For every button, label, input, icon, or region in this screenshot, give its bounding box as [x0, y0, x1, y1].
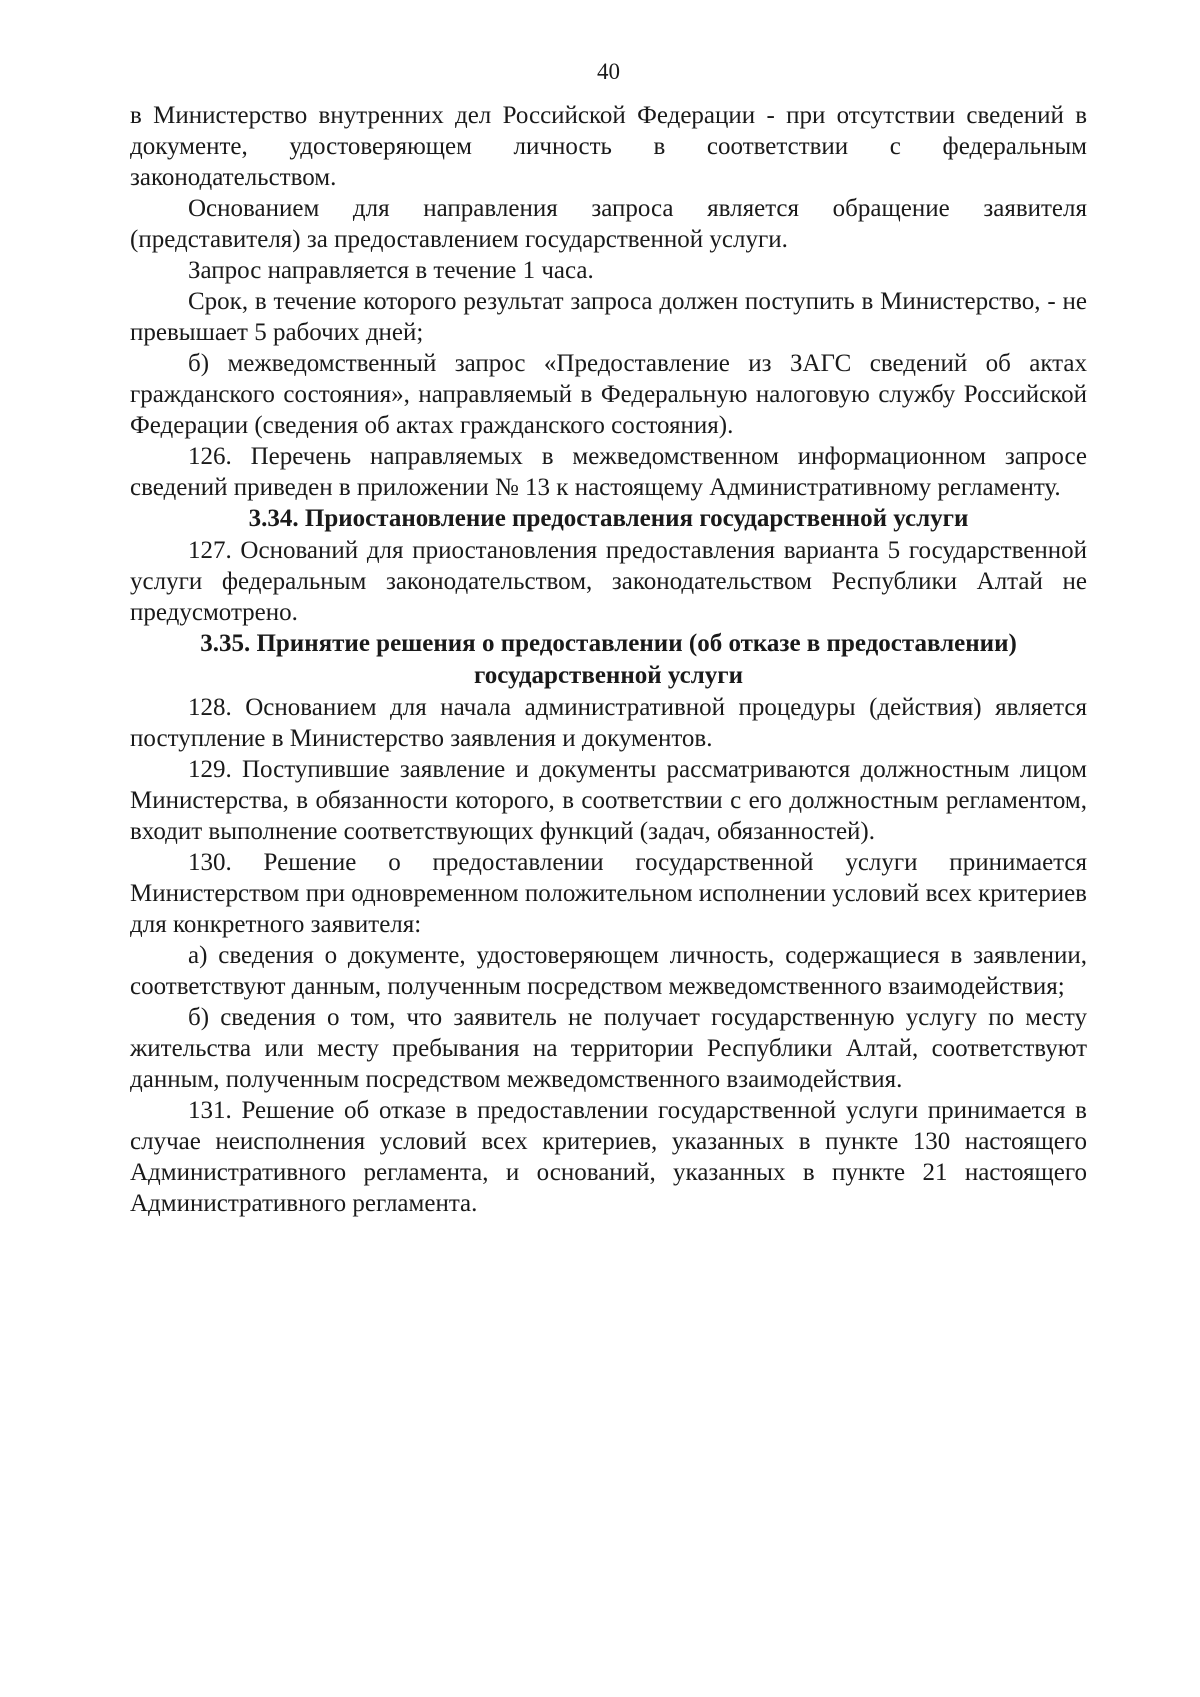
paragraph-129: 129. Поступившие заявление и документы рассматриваются должностным лицом Министерства, в обязанности которого, в соответствии с его должностным регламентом, входит выполнение соответствующих функций (задач, обязанностей). — [130, 756, 1087, 845]
paragraph-128: 128. Основанием для начала административной процедуры (действия) является поступление в Министерство заявления и документов. — [130, 694, 1087, 752]
paragraph-130: 130. Решение о предоставлении государственной услуги принимается Министерством при одновременном положительном исполнении условий всех критериев для конкретного заявителя: — [130, 849, 1087, 938]
paragraph-request-timing: Запрос направляется в течение 1 часа. — [188, 257, 594, 284]
paragraph-127: 127. Оснований для приостановления предоставления варианта 5 государственной услуги федеральным законодательством, законодательством Республики Алтай не предусмотрено. — [130, 537, 1087, 626]
paragraph-126: 126. Перечень направляемых в межведомственном информационном запросе сведений приведен в приложении № 13 к настоящему Административному регламенту. — [130, 443, 1087, 501]
paragraph-response-deadline: Срок, в течение которого результат запроса должен поступить в Министерство, - не превышает 5 рабочих дней; — [130, 288, 1087, 346]
paragraph-131: 131. Решение об отказе в предоставлении государственной услуги принимается в случае неисполнения условий всех критериев, указанных в пункте 130 настоящего Административного регламента, и оснований, указанных в пункте 21 настоящего Административного регламента. — [130, 1097, 1087, 1217]
section-heading-3-34: 3.34. Приостановление предоставления государственной услуги — [248, 505, 969, 532]
paragraph-intro-continuation: в Министерство внутренних дел Российской Федерации - при отсутствии сведений в документе, удостоверяющем личность в соответствии с федеральным законодательством. — [130, 102, 1087, 191]
paragraph-130-b: б) сведения о том, что заявитель не получает государственную услугу по месту жительства или месту пребывания на территории Республики Алтай, соответствуют данным, полученным посредством межведомственного взаимодействия. — [130, 1004, 1087, 1093]
paragraph-130-a: а) сведения о документе, удостоверяющем личность, содержащиеся в заявлении, соответствуют данным, полученным посредством межведомственного взаимодействия; — [130, 942, 1087, 1000]
paragraph-zags-request: б) межведомственный запрос «Предоставление из ЗАГС сведений об актах гражданского состояния», направляемый в Федеральную налоговую службу Российской Федерации (сведения об актах гражданского состояния). — [130, 350, 1087, 439]
section-heading-3-35: 3.35. Принятие решения о предоставлении (об отказе в предоставлении) государственной услуги — [200, 630, 1017, 689]
paragraph-basis-request: Основанием для направления запроса является обращение заявителя (представителя) за предоставлением государственной услуги. — [130, 195, 1087, 253]
page-number: 40 — [597, 59, 620, 84]
top-block — [130, 100, 1087, 503]
